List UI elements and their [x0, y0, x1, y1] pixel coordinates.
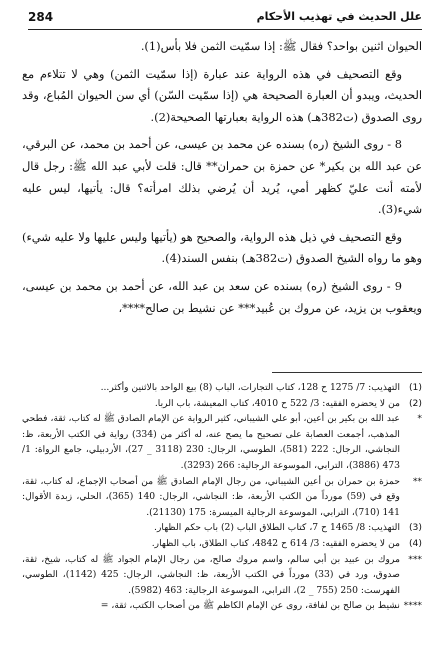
- paragraph: 8 - روى الشيخ (ره) بسنده عن محمد بن عيسى، عن أحمد بن محمد، عن البرقي، عن عبد الله بن بكير* عن حمزة بن حمران** قال: قلت لأبي عبد الله ﷺ: رجل قال لأمته أنت عليّ كظهر أمي، يُريد أن يُرضي بذلك امرأته؟ قال: يأتيها، ليس عليه شيء(3).: [22, 137, 422, 217]
- page-header: [28, 9, 422, 30]
- paragraph: وقع التصحيف في ذيل هذه الرواية، والصحيح هو (يأتيها وليس عليها ولا عليه شيء) وهو ما رواه الشيخ الصدوق (ت382هـ) بنفس السند(4).: [22, 229, 422, 266]
- footnote-mark: (1): [408, 382, 422, 393]
- footnote-text: من لا يحضره الفقيه: 3/ 522 ح 4010، كتاب المعيشة، باب الربا.: [154, 397, 400, 409]
- footnote-mark: *: [417, 413, 422, 425]
- page-number: 284: [28, 10, 54, 24]
- footnote-mark: **: [412, 475, 422, 487]
- footnote-text: التهذيب: 8/ 1465 ح 7، كتاب الطلاق الباب (2) باب حكم الظهار.: [154, 522, 400, 534]
- paragraph: الحيوان اثنين بواحد؟ فقال ﷺ: إذا سمّيت الثمن فلا بأس(1).: [140, 39, 422, 53]
- footnote-mark: (2): [408, 397, 422, 409]
- footnote: [22, 536, 422, 552]
- footnote-text: من لا يحضره الفقيه: 3/ 614 ح 4842، كتاب الطلاق، باب الظهار.: [151, 537, 400, 549]
- footnote: [22, 520, 422, 536]
- footnotes: [22, 380, 422, 614]
- footnote: [22, 396, 422, 412]
- footnote-separator: [272, 372, 422, 373]
- footnote-text: نشيط بن صالح بن لفافة، روى عن الإمام الكاظم ﷺ من أصحاب الكتب، ثقة، =: [100, 600, 400, 612]
- footnote-text: مروك بن عبيد بن أبي سالم، واسم مروك صالح، من رجال الإمام الجواد ﷺ له كتاب، شيخ، ثقة، صدوق، ورد في (33) مورداً في الكتب الأربعة، ظ: النجاشي، الرجال: 425 (1142)، الطوسي، الفهرست: 250 (755 _ 2)، الترابي، الموسوعة الرجالية: 463 (5982).: [22, 553, 400, 596]
- footnote: [22, 552, 422, 599]
- footnote: [22, 474, 422, 521]
- paragraph: وقع التصحيف في هذه الرواية عند عبارة (إذا سمّيت الثمن) وهي لا تتلاءم مع الحديث، ويبدو أن العبارة الصحيحة هي (إذا سمّيت السّن) أي سن الحيوان المُباع، وقد روى الصدوق (ت382هـ) هذه الرواية بعبارتها الصحيحة(2).: [22, 66, 422, 124]
- footnote-mark: ****: [403, 600, 422, 612]
- footnote: [22, 598, 422, 614]
- footnote-text: حمزة بن حمران بن أعين الشيباني، من رجال الإمام الصادق ﷺ من أصحاب الإجماع، له كتاب، ثقة، وقع في (59) مورداً من الكتب الأربعة، ظ: النجاشي، الرجال: 140 (365)، الحلي، زبدة الأقوال: 141 (710)، الترابي، الموسوعة الرجالية الميسرة: 175 (21130).: [22, 475, 400, 518]
- footnote-mark: (3): [408, 522, 422, 534]
- footnote-text: التهذيب: 7/ 1275 ح 128، كتاب التجارات، الباب (8) بيع الواحد بالاثنين وأكثر...: [100, 382, 400, 393]
- main-text: [22, 36, 422, 325]
- footnote-mark: (4): [408, 537, 422, 549]
- paragraph: 9 - روى الشيخ (ره) بسنده عن سعد بن عبد الله، عن أحمد بن محمد بن عيسى، ويعقوب بن يزيد، عن مروك بن عُبيد*** عن نشيط بن صالح****،: [22, 278, 422, 315]
- footnote-text: عبد الله بن بكير بن أعين، أبو علي الشيباني، كثير الرواية عن الإمام الصادق ﷺ له كتاب، ثقة، فطحي المذهب، أجمعت العصابة على تصحيح ما يصح عنه، له أكثر من (334) رواية في الكتب الأربعة، ظ: النجاشي، الرجال: 222 (581)، الطوسي، الرجال: 230 (3118 _ 27)، الأردبيلي، جامع الرواة: 1/ 473 (3886)، الترابي، الموسوعة الرجالية: 266 (3293).: [22, 413, 400, 471]
- footnote: [22, 380, 422, 396]
- footnote: [22, 411, 422, 473]
- footnote-mark: ***: [408, 553, 422, 565]
- running-title: علل الحديث في تهذيب الأحكام: [256, 10, 422, 23]
